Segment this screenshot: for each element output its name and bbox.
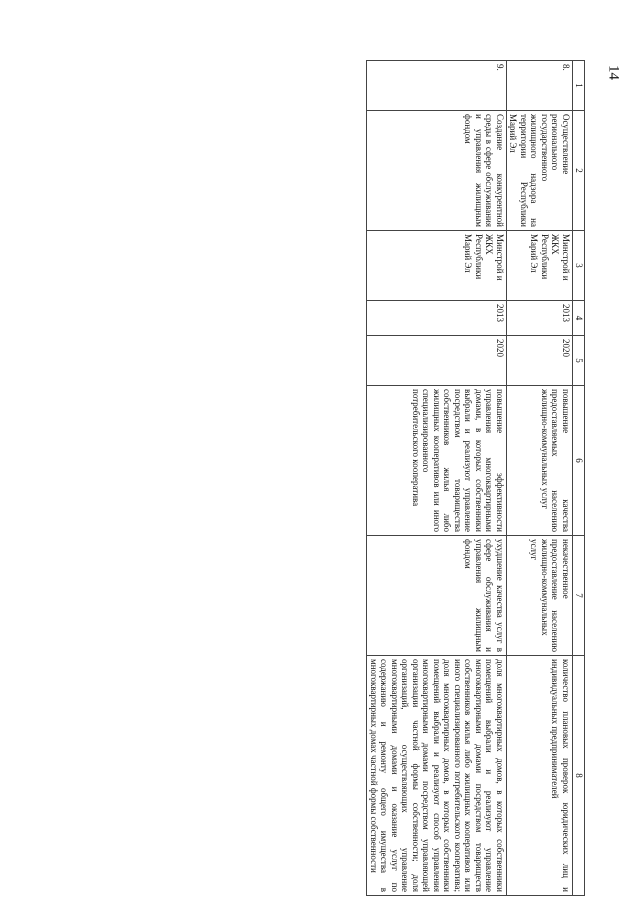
column-header-5: 5: [573, 336, 585, 386]
start-year: 2013: [507, 301, 573, 336]
column-header-1: 1: [573, 61, 585, 111]
column-header-3: 3: [573, 231, 585, 301]
column-header-4: 4: [573, 301, 585, 336]
row-number: 8.: [507, 61, 573, 111]
non-implementation-consequence: ухудшение качества услуг в сфере обслуживания и управления жилищным фондом: [367, 536, 507, 656]
target-indicator: количество плановых проверок юридических лиц и индивидуальных предпринимателей: [507, 656, 573, 896]
row-number: 9.: [367, 61, 507, 111]
executor: Минстрой и ЖКХ Республики Марий Эл: [367, 231, 507, 301]
program-measures-table: [367, 60, 586, 896]
column-header-6: 6: [573, 386, 585, 536]
expected-result: повышение качества предоставляемых населению жилищно-коммунальных услуг: [507, 386, 573, 536]
target-indicator: доля многоквартирных домов, в которых собственники помещений выбрали и реализуют управление многоквартирными домами посредством товариществ собственников жилья либо жилищных кооперативов или иного специализированного потребительского кооператива; доля многоквартирных домов, в которых собственники помещений выбрали и реализуют способ управления многоквартирными домами посредством управляющей организации частной формы собственности; доля организаций, осуществляющих управление многоквартирными домами и оказание услуг по содержанию и ремонту общего имущества в многоквартирных домах частной формы собственности: [367, 656, 507, 896]
page-number: 14: [605, 65, 622, 80]
start-year: 2013: [367, 301, 507, 336]
column-number-header-row: [573, 61, 585, 896]
measure-name: Осуществление регионального государственного жилищного надзора на территории Республики Марий Эл: [507, 111, 573, 231]
executor: Минстрой и ЖКХ Республики Марий Эл: [507, 231, 573, 301]
table-row: [507, 61, 573, 896]
column-header-7: 7: [573, 536, 585, 656]
column-header-2: 2: [573, 111, 585, 231]
end-year: 2020: [507, 336, 573, 386]
table-row: [367, 61, 507, 896]
non-implementation-consequence: некачественное предоставление населению жилищно-коммунальных услуг: [507, 536, 573, 656]
measure-name: Создание конкурентной среды в сфере обслуживания и управления жилищным фондом: [367, 111, 507, 231]
column-header-8: 8: [573, 656, 585, 896]
rotated-table-container: [57, 60, 585, 895]
expected-result: повышение эффективности управления многоквартирными домами, в которых собственники выбрали и реализуют управление посредством товарищества собственников жилья либо жилищных кооперативов или иного специализированного потребительского кооператива: [367, 386, 507, 536]
end-year: 2020: [367, 336, 507, 386]
